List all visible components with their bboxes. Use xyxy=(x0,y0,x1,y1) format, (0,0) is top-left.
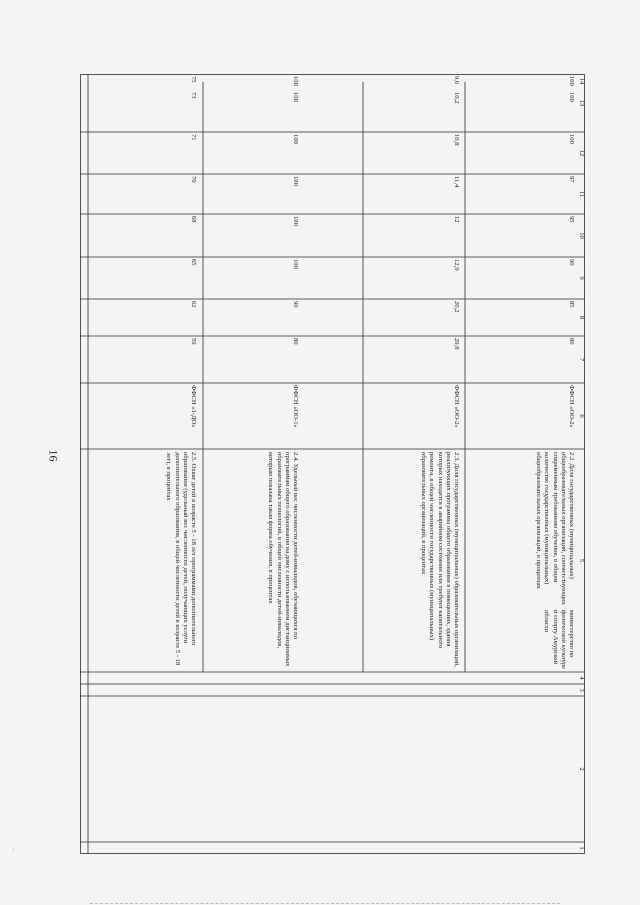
column-header-10: 10 xyxy=(578,232,585,239)
bottom-dashed-line xyxy=(90,903,560,904)
row-1-source: ФФСН «ОО-2» xyxy=(568,385,575,428)
row-4-value-13: 71 xyxy=(190,134,197,141)
row-3-value-14: 100 xyxy=(292,92,299,102)
row-2-value-13: 10,8 xyxy=(453,134,460,146)
row-4-value-8: 59 xyxy=(190,338,197,345)
column-header-2: 2 xyxy=(578,767,585,771)
row-2-source: ФФСН «ОО-2» xyxy=(453,385,460,428)
row-2-value-15: 9,6 xyxy=(453,76,460,85)
row-3-indicator: 2.4. Удельный вес численности детей-инвалидов, обучающихся по программам общего образования на дому с использованием дистанционных образовательных технологий, в общей численности детей-инвалидов, которым показана такая форма обучения, в процентах xyxy=(267,452,299,667)
column-header-3: 3 xyxy=(578,688,585,692)
margin-stamp: ... xyxy=(10,847,16,852)
row-4-source: ФФСН «1-ДО» xyxy=(190,385,197,428)
row-2-value-11: 12 xyxy=(453,216,460,223)
column-header-11: 11 xyxy=(578,190,585,198)
ministry-text: министерство по физической культуре и спорту Амурской области xyxy=(543,610,575,670)
row-3-source: ФФСН «ОО-1» xyxy=(292,385,299,428)
row-4-value-9: 62 xyxy=(190,301,197,308)
row-1-value-14: 100 xyxy=(568,92,575,102)
row-1-value-11: 95 xyxy=(568,216,575,223)
column-header-13: 13 xyxy=(578,99,585,107)
row-3-value-10: 100 xyxy=(292,259,299,269)
row-4-value-10: 65 xyxy=(190,259,197,266)
column-header-14: 14 xyxy=(578,77,585,85)
column-header-6: 6 xyxy=(578,414,585,418)
column-header-8: 8 xyxy=(578,315,585,320)
row-1-value-9: 85 xyxy=(568,301,575,308)
row-4-indicator: 2.5. Охват детей в возрасте 5 - 18 лет программами дополнительного образования (удельный вес численности детей, получающих услуги дополнительного образования, в общей численности детей в возрасте 5 - 18 лет), в процентах xyxy=(165,452,197,666)
row-4-value-12: 70 xyxy=(190,176,197,183)
row-1-indicator: 2.2. Доля государственных (муниципальных) общеобразовательных организаций, соответствующих современным требованиям обучения, в общем количестве государственных (муниципальных) общеобразовательных организаций, в процентах xyxy=(535,452,575,605)
row-2-value-12: 11,4 xyxy=(453,176,460,188)
document-table xyxy=(80,74,585,854)
page-number: 16 xyxy=(46,449,61,462)
row-2-value-10: 12,9 xyxy=(453,259,460,271)
column-header-1: 1 xyxy=(578,846,585,850)
row-1-value-10: 90 xyxy=(568,259,575,266)
column-header-5: 5 xyxy=(578,558,585,563)
row-2-value-9: 20,2 xyxy=(453,301,460,313)
row-2-value-14: 10,2 xyxy=(453,92,460,104)
column-header-9: 9 xyxy=(578,276,585,280)
row-1-value-13: 100 xyxy=(568,134,575,144)
row-3-value-15: 100 xyxy=(292,76,299,86)
row-3-value-12: 100 xyxy=(292,176,299,186)
column-header-4: 4 xyxy=(578,676,585,680)
row-3-value-11: 100 xyxy=(292,216,299,226)
row-4-value-14: 73 xyxy=(190,92,197,99)
column-header-12: 12 xyxy=(578,149,585,157)
row-4-value-11: 68 xyxy=(190,216,197,223)
row-4-value-15: 75 xyxy=(190,76,197,83)
row-3-value-9: 90 xyxy=(292,301,299,308)
row-3-value-8: 80 xyxy=(292,338,299,345)
rotated-content xyxy=(80,74,585,854)
row-2-value-8: 29,8 xyxy=(453,338,460,350)
row-1-value-15: 100 xyxy=(568,76,575,86)
column-header-7: 7 xyxy=(578,357,585,362)
row-3-value-13: 100 xyxy=(292,134,299,144)
row-2-indicator: 2.3. Доля государственных (муниципальных) образовательных организаций, реализующих программы общего образования в помещениях, здания которых находятся в аварийном состоянии или требуют капитального ремонта, в общей численности государственных (муниципальных) образовательных организаций, в процентах xyxy=(420,452,460,668)
row-1-value-12: 97 xyxy=(568,176,575,183)
row-1-value-8: 80 xyxy=(568,338,575,345)
